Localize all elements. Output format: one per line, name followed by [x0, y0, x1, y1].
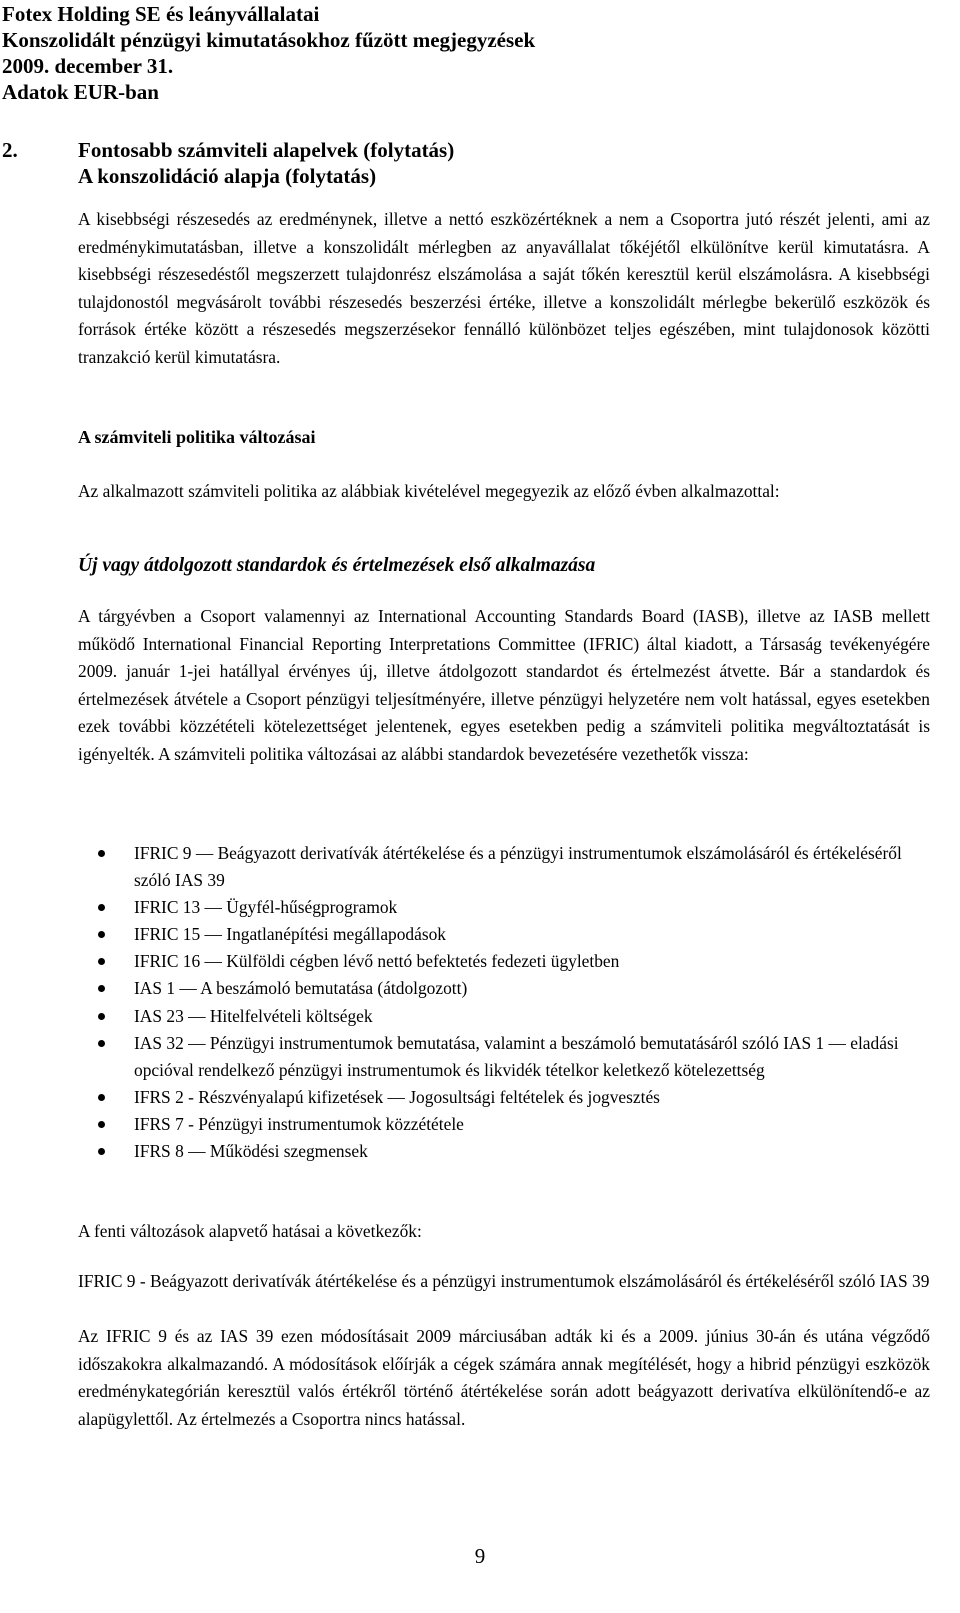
- bullet-icon: [98, 1148, 105, 1155]
- minority-interest-paragraph: [78, 206, 930, 372]
- paragraph-text: A fenti változások alapvető hatásai a következők:: [78, 1221, 422, 1241]
- bullet-icon: [98, 1094, 105, 1101]
- list-item: IFRS 7 - Pénzügyi instrumentumok közzététele: [78, 1111, 930, 1138]
- effects-intro-paragraph: [78, 1218, 930, 1246]
- list-item: IFRIC 13 — Ügyfél-hűségprogramok: [78, 894, 930, 921]
- bullet-icon: [98, 1040, 105, 1047]
- list-item: IFRIC 9 — Beágyazott derivatívák átértékelése és a pénzügyi instrumentumok elszámolásáról és értékeléséről szóló IAS 39: [78, 840, 930, 894]
- bullet-icon: [98, 850, 105, 857]
- list-item: IAS 23 — Hitelfelvételi költségek: [78, 1003, 930, 1030]
- paragraph-text: Az IFRIC 9 és az IAS 39 ezen módosításait 2009 márciusában adták ki és a 2009. június 30-án és utána végződő időszakokra alkalmazandó. A módosítások előírják a cégek számára annak megítélését, hogy a hibrid pénzügyi eszközök eredménykategórián keresztül valós értékről történő átértékelése során adott beágyazott derivatíva elkülönítendő-e az alapügylettől. Az értelmezés a Csoportra nincs hatással.: [78, 1326, 930, 1429]
- paragraph-text: A tárgyévben a Csoport valamennyi az International Accounting Standards Board (IASB), illetve az IASB mellett működő International Financial Reporting Interpretations Committee (IFRIC) által kiadott, a Társaság tevékenyégére 2009. január 1-jei hatállyal érvényes új, illetve átdolgozott standardot és értelmezést átvette. Bár a standardok és értelmezések átvétele a Csoport pénzügyi teljesítményére, illetve pénzügyi helyzetére nem volt hatással, egyes esetekben ezek további közzétételi kötelezettséget jelentenek, egyes esetekben pedig a számviteli politika megváltoztatását is igényelték. A számviteli politika változásai az alábbi standardok bevezetésére vezethetők vissza:: [78, 606, 930, 764]
- section-heading: [2, 137, 454, 189]
- standards-list: [78, 840, 930, 1165]
- bullet-icon: [98, 931, 105, 938]
- ifric9-heading-paragraph: [78, 1268, 930, 1296]
- section-subtitle: A konszolidáció alapja (folytatás): [78, 164, 377, 188]
- bullet-icon: [98, 1013, 105, 1020]
- paragraph-text: Az alkalmazott számviteli politika az alábbiak kivételével megegyezik az előző évben alkalmazottal:: [78, 481, 780, 501]
- document-header: [2, 1, 535, 105]
- bullet-icon: [98, 1121, 105, 1128]
- policy-changes-heading: A számviteli politika változásai: [78, 427, 316, 447]
- list-item: IFRIC 16 — Külföldi cégben lévő nettó befektetés fedezeti ügyletben: [78, 948, 930, 975]
- page-number: 9: [474, 1544, 486, 1568]
- bullet-icon: [98, 904, 105, 911]
- list-item: IAS 1 — A beszámoló bemutatása (átdolgozott): [78, 975, 930, 1002]
- currency-note: Adatok EUR-ban: [2, 80, 159, 104]
- list-item: IFRS 2 - Részvényalapú kifizetések — Jogosultsági feltételek és jogvesztés: [78, 1084, 930, 1111]
- paragraph-text: IFRIC 9 - Beágyazott derivatívák átértékelése és a pénzügyi instrumentumok elszámolásáról és értékeléséről szóló IAS 39: [78, 1271, 930, 1291]
- bullet-icon: [98, 958, 105, 965]
- new-standards-heading: Új vagy átdolgozott standardok és értelmezések első alkalmazása: [78, 555, 596, 576]
- policy-changes-paragraph: [78, 478, 930, 506]
- paragraph-text: A kisebbségi részesedés az eredménynek, illetve a nettó eszközértéknek a nem a Csoportra jutó részét jelenti, ami az eredménykimutatásban, illetve a konszolidált mérlegben az anyavállalat tőkéjétől elkülönítve kerül kimutatásra. A kisebbségi részesedéstől megszerzett tulajdonrész elszámolása a saját tőkén keresztül kerül elszámolásra. A kisebbségi tulajdonostól megvásárolt további részesedés beszerzési értéke, illetve a konszolidált mérlegbe bekerülő eszközök és források értéke között a részesedés megszerzésekor fennálló különbözet teljes egészében, mint tulajdonosok közötti tranzakció kerül kimutatásra.: [78, 209, 930, 367]
- list-item: IAS 32 — Pénzügyi instrumentumok bemutatása, valamint a beszámoló bemutatásáról szóló IAS 1 — eladási opcióval rendelkező pénzügyi instrumentumok és likvidék tételkor keletkező kötelezettség: [78, 1030, 930, 1084]
- company-name: Fotex Holding SE és leányvállalatai: [2, 2, 320, 26]
- ifric9-text-paragraph: [78, 1323, 930, 1433]
- document-title: Konszolidált pénzügyi kimutatásokhoz fűzött megjegyzések: [2, 28, 536, 52]
- section-number: 2.: [2, 138, 18, 162]
- bullet-icon: [98, 985, 105, 992]
- section-title: Fontosabb számviteli alapelvek (folytatás): [78, 138, 455, 162]
- new-standards-paragraph: [78, 603, 930, 769]
- list-item: IFRS 8 — Működési szegmensek: [78, 1138, 930, 1165]
- list-item: IFRIC 15 — Ingatlanépítési megállapodások: [78, 921, 930, 948]
- report-date: 2009. december 31.: [2, 54, 174, 78]
